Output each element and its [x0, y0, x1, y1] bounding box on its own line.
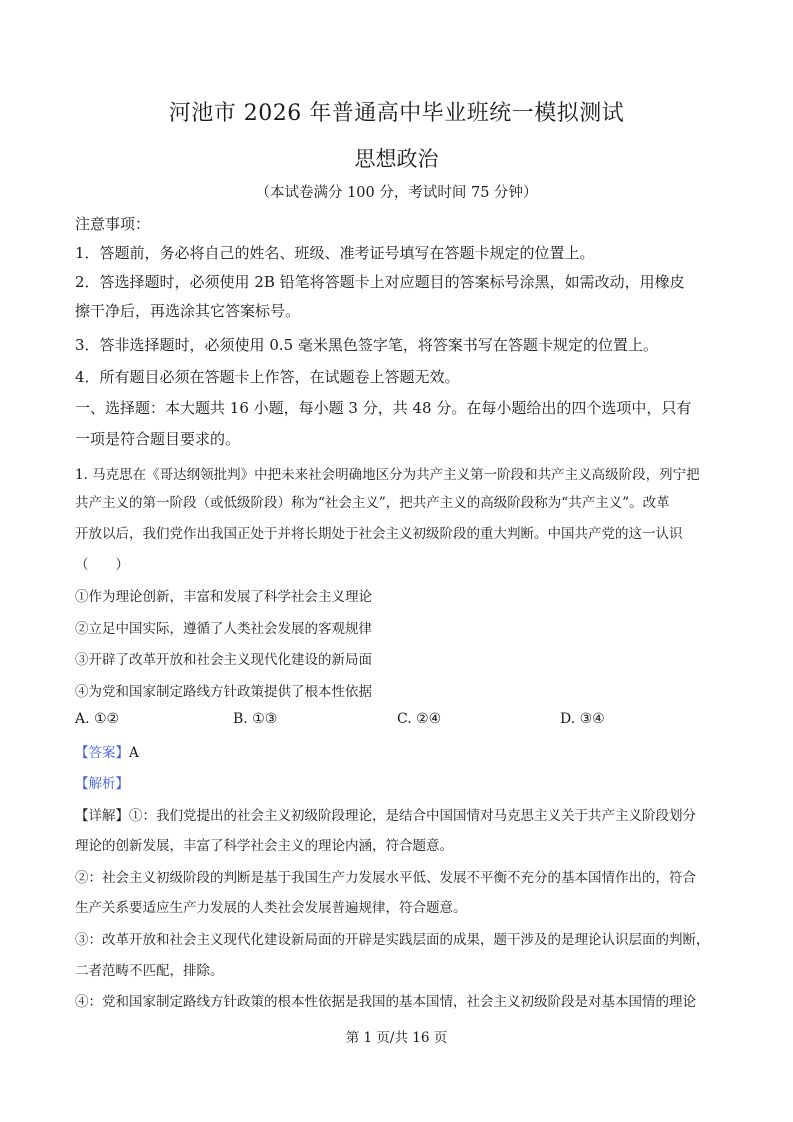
answer-line	[75, 741, 725, 761]
question-stem-line-2: 共产主义的第一阶段（或低级阶段）称为“社会主义”，把共产主义的高级阶段称为“共产主义”。改革	[75, 495, 670, 511]
analysis-line-7: ④：党和国家制定路线方针政策的根本性依据是我国的基本国情，社会主义初级阶段是对基本国情的理论	[75, 994, 696, 1010]
analysis-line-5: ③：改革开放和社会主义现代化建设新局面的开辟是实践层面的成果，题干涉及的是理论认识层面的判断，	[75, 932, 710, 948]
question-stem-line-1: 1. 马克思在《哥达纲领批判》中把未来社会明确地区分为共产主义第一阶段和共产主义高级阶段，列宁把	[75, 467, 700, 483]
answer-label: 【答案】	[75, 745, 129, 761]
notice-item-2-cont: 擦干净后，再选涂其它答案标号。	[75, 302, 301, 320]
notice-item-2: 2．答选择题时，必须使用 2B 铅笔将答题卡上对应题目的答案标号涂黑，如需改动，用橡皮	[75, 273, 685, 291]
question-stem-blank: （ ）	[75, 557, 129, 573]
answer-value: A	[129, 745, 139, 761]
statement-4: ④为党和国家制定路线方针政策提供了根本性依据	[75, 684, 372, 700]
detail-label: 【详解】	[75, 808, 129, 824]
analysis-line-4: 生产关系要适应生产力发展的人类社会发展普遍规律，符合题意。	[75, 900, 467, 916]
analysis-line-2: 理论的创新发展，丰富了科学社会主义的理论内涵，符合题意。	[75, 838, 453, 854]
option-d: D. ③④	[560, 711, 605, 727]
statement-2: ②立足中国实际，遵循了人类社会发展的客观规律	[75, 621, 372, 637]
option-c: C. ②④	[397, 711, 442, 727]
statement-3: ③开辟了改革开放和社会主义现代化建设的新局面	[75, 652, 372, 668]
exam-title: 河池市 2026 年普通高中毕业班统一模拟测试	[168, 101, 625, 126]
page-footer: 第 1 页/共 16 页	[345, 1030, 448, 1046]
notice-heading: 注意事项：	[75, 215, 151, 233]
analysis-line-6: 二者范畴不匹配，排除。	[75, 963, 224, 979]
analysis-label: 【解析】	[75, 776, 129, 792]
statement-1: ①作为理论创新，丰富和发展了科学社会主义理论	[75, 589, 372, 605]
section-heading: 一、选择题：本大题共 16 小题，每小题 3 分，共 48 分。在每小题给出的四个选项中，只有	[75, 399, 692, 417]
notice-item-4: 4．所有题目必须在答题卡上作答，在试题卷上答题无效。	[75, 368, 460, 386]
option-a: A. ①②	[75, 711, 120, 727]
notice-item-1: 1．答题前，务必将自己的姓名、班级、准考证号填写在答题卡规定的位置上。	[75, 244, 595, 262]
question-stem-line-3: 开放以后，我们党作出我国正处于并将长期处于社会主义初级阶段的重大判断。中国共产党的这一认识	[75, 526, 683, 542]
exam-note: （本试卷满分 100 分，考试时间 75 分钟）	[255, 185, 538, 201]
analysis-text-1: ①：我们党提出的社会主义初级阶段理论，是结合中国国情对马克思主义关于共产主义阶段划分	[129, 808, 696, 824]
subject-title: 思想政治	[354, 147, 439, 171]
analysis-line-1	[75, 804, 725, 824]
analysis-line-3: ②：社会主义初级阶段的判断是基于我国生产力发展水平低、发展不平衡不充分的基本国情作出的，符合	[75, 870, 696, 886]
notice-item-3: 3．答非选择题时，必须使用 0.5 毫米黑色签字笔，将答案书写在答题卡规定的位置上。	[75, 336, 658, 354]
section-heading-cont: 一项是符合题目要求的。	[75, 430, 241, 448]
option-b: B. ①③	[233, 711, 278, 727]
